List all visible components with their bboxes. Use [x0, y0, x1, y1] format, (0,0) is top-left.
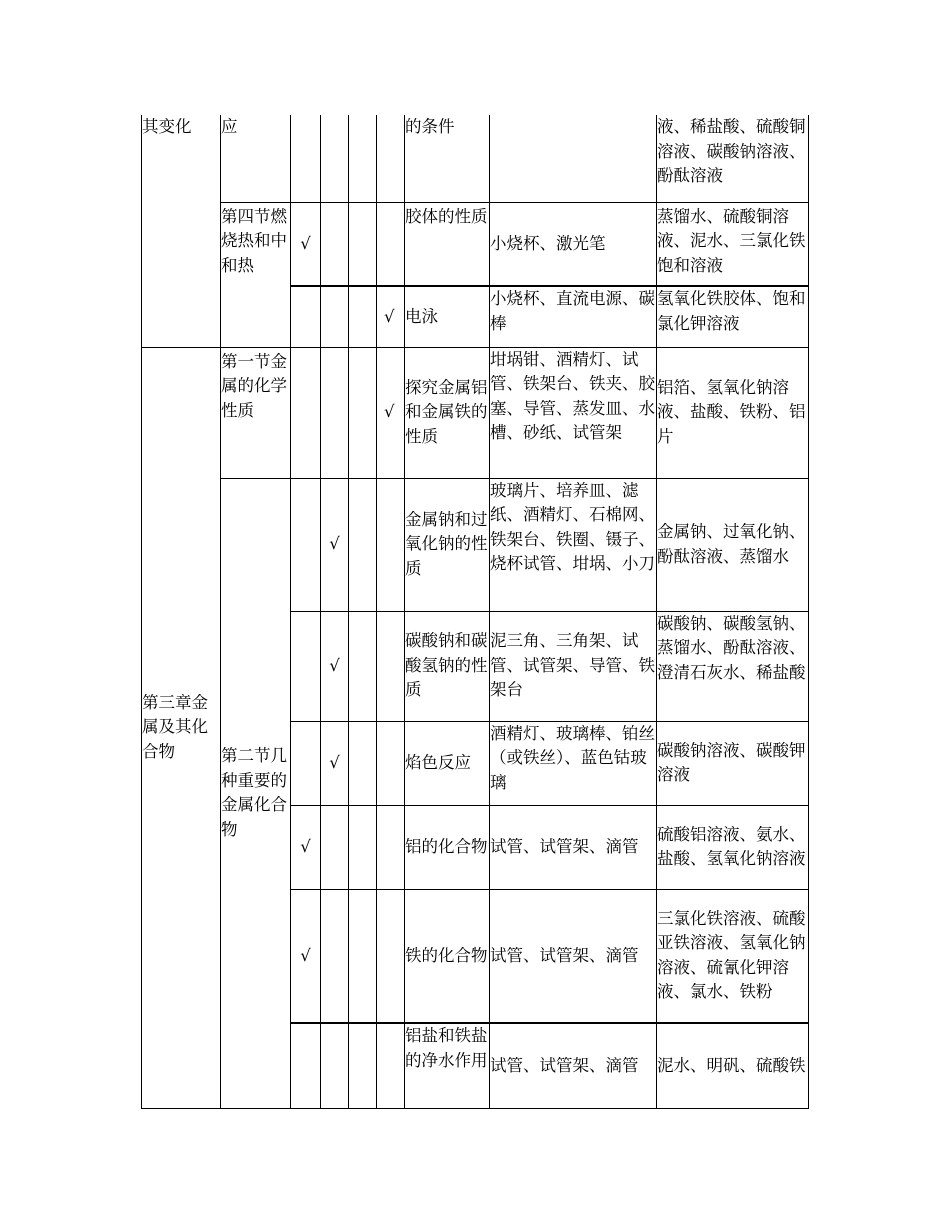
apparatus-cell [490, 115, 657, 202]
check-cell-4 [377, 611, 405, 721]
check-cell-1 [291, 721, 321, 805]
reagents-cell [657, 721, 809, 805]
reagents-cell [657, 1023, 809, 1108]
check-cell-3 [349, 347, 377, 478]
table-row [142, 115, 809, 202]
reagents-cell [657, 889, 809, 1023]
reagents-cell [657, 202, 809, 286]
section-label: 应 [221, 117, 238, 136]
check-cell-3 [349, 611, 377, 721]
experiment-name: 焰色反应 [405, 752, 471, 772]
apparatus-list: 小烧杯、激光笔 [490, 233, 606, 253]
check-cell-4 [377, 478, 405, 611]
check-cell-3 [349, 286, 377, 347]
reagents-list: 泥水、明矾、硫酸铁 [657, 1055, 806, 1075]
experiment-cell [405, 478, 490, 611]
experiment-cell [405, 611, 490, 721]
experiment-cell [405, 889, 490, 1023]
apparatus-list: 坩埚钳、酒精灯、试管、铁架台、铁夹、胶塞、导管、蒸发皿、水槽、砂纸、试管架 [490, 349, 655, 442]
reagents-list: 铝箔、氢氧化钠溶液、盐酸、铁粉、铝片 [657, 377, 806, 446]
check-cell-1 [291, 115, 321, 202]
apparatus-list: 试管、试管架、滴管 [490, 1055, 639, 1075]
reagents-cell [657, 347, 809, 478]
experiment-name: 的条件 [405, 117, 455, 136]
reagents-cell [657, 805, 809, 889]
experiment-name: 铝的化合物 [405, 836, 488, 856]
check-cell-2 [321, 889, 349, 1023]
check-cell-4 [377, 721, 405, 805]
apparatus-list: 泥三角、三角架、试管、试管架、导管、铁架台 [490, 631, 655, 700]
apparatus-cell [490, 889, 657, 1023]
experiment-cell [405, 347, 490, 478]
check-cell-3 [349, 115, 377, 202]
reagents-list: 金属钠、过氧化钠、酚酞溶液、蒸馏水 [657, 522, 806, 566]
check-cell-2 [321, 1023, 349, 1108]
experiment-cell [405, 202, 490, 286]
section-label: 第四节燃烧热和中和热 [221, 206, 287, 275]
check-cell-4: √ [377, 347, 405, 478]
check-cell-3 [349, 478, 377, 611]
apparatus-cell [490, 347, 657, 478]
section-label: 第二节几种重要的金属化合物 [221, 746, 287, 839]
section-label: 第一节金属的化学性质 [221, 351, 287, 420]
apparatus-list: 酒精灯、玻璃棒、铂丝（或铁丝）、蓝色钴玻璃 [490, 723, 655, 792]
experiment-name: 金属钠和过氧化钠的性质 [405, 509, 488, 578]
section-cell [221, 115, 291, 202]
check-cell-4: √ [377, 286, 405, 347]
experiment-cell [405, 805, 490, 889]
check-cell-3 [349, 202, 377, 286]
experiment-table [141, 115, 809, 1109]
check-cell-1: √ [291, 202, 321, 286]
experiment-cell [405, 115, 490, 202]
apparatus-cell [490, 611, 657, 721]
check-cell-2: √ [321, 721, 349, 805]
check-cell-2 [321, 347, 349, 478]
apparatus-list: 小烧杯、直流电源、碳棒 [490, 289, 655, 333]
check-cell-4 [377, 202, 405, 286]
experiment-name: 电泳 [405, 306, 438, 326]
check-cell-2: √ [321, 478, 349, 611]
check-cell-4 [377, 889, 405, 1023]
reagents-list: 碳酸钠溶液、碳酸钾溶液 [657, 740, 806, 784]
experiment-name: 铁的化合物 [405, 945, 488, 965]
section-cell [221, 347, 291, 478]
apparatus-cell [490, 721, 657, 805]
check-cell-2 [321, 805, 349, 889]
check-cell-2 [321, 286, 349, 347]
check-cell-1: √ [291, 805, 321, 889]
check-cell-2 [321, 202, 349, 286]
apparatus-cell [490, 202, 657, 286]
reagents-cell [657, 115, 809, 202]
check-cell-1 [291, 611, 321, 721]
table-row [142, 202, 809, 286]
table-row [142, 478, 809, 611]
experiment-name: 探究金属铝和金属铁的性质 [405, 377, 488, 446]
check-cell-2 [321, 115, 349, 202]
table-row [142, 347, 809, 478]
experiment-name: 胶体的性质 [405, 206, 488, 226]
check-cell-4 [377, 805, 405, 889]
chapter-cell [142, 347, 221, 1108]
check-cell-1 [291, 347, 321, 478]
check-cell-1 [291, 478, 321, 611]
check-cell-1 [291, 286, 321, 347]
apparatus-list: 玻璃片、培养皿、滤纸、酒精灯、石棉网、铁架台、铁圈、镊子、烧杯试管、坩埚、小刀 [490, 480, 655, 573]
reagents-list: 碳酸钠、碳酸氢钠、蒸馏水、酚酞溶液、澄清石灰水、稀盐酸 [657, 613, 806, 682]
experiment-cell [405, 1023, 490, 1108]
reagents-list: 氢氧化铁胶体、饱和氯化钾溶液 [657, 289, 806, 333]
apparatus-cell [490, 286, 657, 347]
apparatus-cell [490, 805, 657, 889]
check-cell-4 [377, 115, 405, 202]
experiment-cell [405, 721, 490, 805]
apparatus-list: 试管、试管架、滴管 [490, 945, 639, 965]
reagents-list: 三氯化铁溶液、硫酸亚铁溶液、氢氧化钠溶液、硫氰化钾溶液、氯水、铁粉 [657, 908, 806, 1002]
check-cell-1: √ [291, 889, 321, 1023]
reagents-cell [657, 611, 809, 721]
check-cell-3 [349, 805, 377, 889]
reagents-list: 硫酸铝溶液、氨水、盐酸、氢氧化钠溶液 [657, 824, 806, 868]
reagents-list: 蒸馏水、硫酸铜溶液、泥水、三氯化铁饱和溶液 [657, 206, 806, 275]
chapter-label: 第三章金属及其化合物 [142, 692, 208, 761]
section-cell [221, 478, 291, 1108]
section-cell [221, 202, 291, 347]
check-cell-3 [349, 889, 377, 1023]
experiment-name: 碳酸钠和碳酸氢钠的性质 [405, 631, 488, 700]
chapter-cell [142, 115, 221, 347]
check-cell-3 [349, 721, 377, 805]
check-cell-2: √ [321, 611, 349, 721]
experiment-name: 铝盐和铁盐的净水作用 [405, 1026, 488, 1070]
reagents-cell [657, 478, 809, 611]
check-cell-3 [349, 1023, 377, 1108]
reagents-list: 液、稀盐酸、硫酸铜溶液、碳酸钠溶液、酚酞溶液 [657, 117, 806, 185]
check-cell-1 [291, 1023, 321, 1108]
reagents-cell [657, 286, 809, 347]
experiment-cell [405, 286, 490, 347]
apparatus-list: 试管、试管架、滴管 [490, 836, 639, 856]
check-cell-4 [377, 1023, 405, 1108]
chapter-label: 其变化 [142, 117, 192, 136]
apparatus-cell [490, 478, 657, 611]
apparatus-cell [490, 1023, 657, 1108]
